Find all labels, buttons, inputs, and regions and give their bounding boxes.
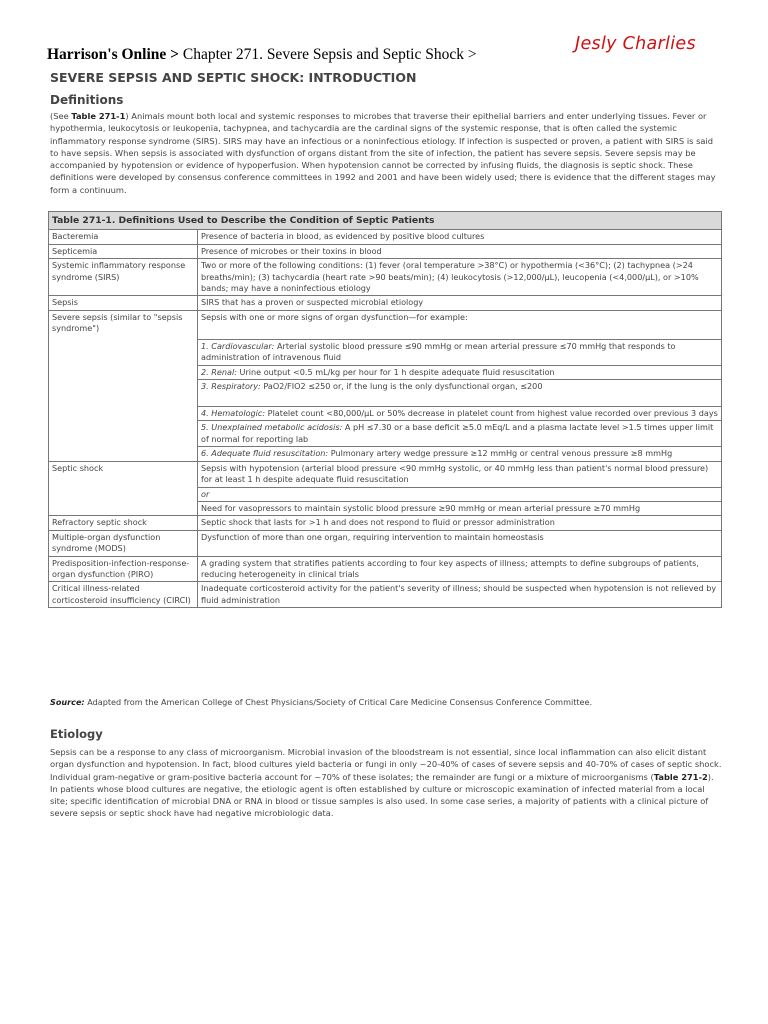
breadcrumb-site-link[interactable]: Harrison's Online > — [47, 46, 179, 63]
row-term: Severe sepsis (similar to "sepsis syndrome") — [49, 310, 198, 461]
table-row — [49, 259, 722, 296]
table-row — [49, 530, 722, 556]
table-271-1-link[interactable]: Table 271-1 — [71, 111, 126, 121]
row-term: Bacteremia — [49, 230, 198, 244]
definitions-heading: Definitions — [50, 93, 124, 107]
severe-item: 4. Hematologic: Platelet count <80,000/µL or 50% decrease in platelet count from highest value recorded over previous 3 days — [198, 407, 722, 421]
table-row — [49, 582, 722, 608]
table-row — [49, 296, 722, 310]
page-title: SEVERE SEPSIS AND SEPTIC SHOCK: INTRODUCTION — [50, 70, 417, 85]
severe-item: 6. Adequate fluid resuscitation: Pulmonary artery wedge pressure ≥12 mmHg or central venous pressure ≥8 mmHg — [198, 447, 722, 461]
row-definition: Dysfunction of more than one organ, requiring intervention to maintain homeostasis — [198, 530, 722, 556]
definitions-table — [48, 211, 722, 608]
table-source-note: Source: Adapted from the American College of Chest Physicians/Society of Critical Care Medicine Consensus Conference Committee. — [50, 697, 593, 707]
row-definition: Inadequate corticosteroid activity for the patient's severity of illness; should be suspected when hypotension is not relieved by fluid administration — [198, 582, 722, 608]
table-row — [49, 244, 722, 258]
severe-item: 5. Unexplained metabolic acidosis: A pH ≤7.30 or a base deficit ≥5.0 mEq/L and a plasma lactate level >1.5 times upper limit of normal for reporting lab — [198, 421, 722, 447]
row-term: Systemic inflammatory response syndrome (SIRS) — [49, 259, 198, 296]
table-row — [49, 516, 722, 530]
row-term: Multiple-organ dysfunction syndrome (MODS) — [49, 530, 198, 556]
definitions-paragraph: (See Table 271-1) Animals mount both local and systemic responses to microbes that traverse their epithelial barriers and enter underlying tissues. Fever or hypothermia, leukocytosis or leukopenia, tachypnea, and tachycardia are the cardinal signs of the systemic response, that is often called the systemic inflammatory response syndrome (SIRS). SIRS may have an infectious or a noninfectious etiology. If infection is suspected or proven, a patient with SIRS is said to have sepsis. When sepsis is associated with dysfunction of organs distant from the site of infection, the patient has severe sepsis. Severe sepsis may be accompanied by hypotension or evidence of hypoperfusion. When hypotension cannot be corrected by infusing fluids, the diagnosis is septic shock. These definitions were developed by consensus conference committees in 1992 and 2001 and have been widely used; there is evidence that the different stages may form a continuum. — [50, 111, 716, 195]
author-signature: Jesly Charlies — [575, 34, 696, 54]
breadcrumb — [47, 46, 477, 64]
table-271-2-link[interactable]: Table 271-2 — [653, 771, 708, 782]
row-term: Sepsis — [49, 296, 198, 310]
row-definition: Sepsis with hypotension (arterial blood pressure <90 mmHg systolic, or 40 mmHg less than patient's normal blood pressure) for at least 1 h despite adequate fluid resuscitation — [198, 461, 722, 487]
row-term: Refractory septic shock — [49, 516, 198, 530]
table-caption: Table 271-1. Definitions Used to Describe the Condition of Septic Patients — [49, 212, 722, 230]
etiology-paragraph: Sepsis can be a response to any class of microorganism. Microbial invasion of the bloodstream is not essential, since local inflammation can also elicit distant organ dysfunction and hypotension. In fact, blood cultures yield bacteria or fungi in only ~20-40% of cases of severe sepsis and 40-70% of cases of septic shock. Individual gram-negative or gram-positive bacteria account for ~70% of these isolates; the remainder are fungi or a mixture of microorganisms (Table 271-2). In patients whose blood cultures are negative, the etiologic agent is often established by culture or microscopic examination of infected material from a local site; specific identification of microbial DNA or RNA in blood or tissue samples is also used. In some case series, a majority of patients with a clinical picture of severe sepsis or septic shock have had negative microbiologic data. — [50, 747, 722, 819]
row-term: Septicemia — [49, 244, 198, 258]
row-definition: Presence of microbes or their toxins in blood — [198, 244, 722, 258]
breadcrumb-chapter-link[interactable]: Chapter 271. Severe Sepsis and Septic Shock > — [182, 46, 477, 63]
row-definition: or — [198, 487, 722, 501]
row-term: Septic shock — [49, 461, 198, 516]
row-definition: Septic shock that lasts for >1 h and does not respond to fluid or pressor administration — [198, 516, 722, 530]
row-definition: Need for vasopressors to maintain systolic blood pressure ≥90 mmHg or mean arterial pressure ≥70 mmHg — [198, 501, 722, 515]
row-term: Predisposition-infection-response-organ dysfunction (PIRO) — [49, 556, 198, 582]
severe-item: 3. Respiratory: PaO2/FIO2 ≤250 or, if the lung is the only dysfunctional organ, ≤200 — [198, 380, 722, 407]
table-row — [49, 556, 722, 582]
row-definition: SIRS that has a proven or suspected microbial etiology — [198, 296, 722, 310]
etiology-heading: Etiology — [50, 727, 103, 741]
severe-item: 2. Renal: Urine output <0.5 mL/kg per hour for 1 h despite adequate fluid resuscitation — [198, 365, 722, 379]
row-definition: A grading system that stratifies patients according to four key aspects of illness; attempts to define subgroups of patients, reducing heterogeneity in clinical trials — [198, 556, 722, 582]
row-definition: Sepsis with one or more signs of organ dysfunction—for example: — [198, 310, 722, 339]
row-definition: Presence of bacteria in blood, as evidenced by positive blood cultures — [198, 230, 722, 244]
severe-item: 1. Cardiovascular: Arterial systolic blood pressure ≤90 mmHg or mean arterial pressure ≤70 mmHg that responds to administration of intravenous fluid — [198, 339, 722, 365]
table-row — [49, 310, 722, 339]
table-row — [49, 230, 722, 244]
table-row — [49, 461, 722, 487]
row-definition: Two or more of the following conditions: (1) fever (oral temperature >38°C) or hypothermia (<36°C); (2) tachypnea (>24 breaths/min); (3) tachycardia (heart rate >90 beats/min); (4) leukocytosis (>12,000/µL), leucopenia (<4,000/µL), or >10% bands; may have a noninfectious etiology — [198, 259, 722, 296]
row-term: Critical illness-related corticosteroid insufficiency (CIRCI) — [49, 582, 198, 608]
